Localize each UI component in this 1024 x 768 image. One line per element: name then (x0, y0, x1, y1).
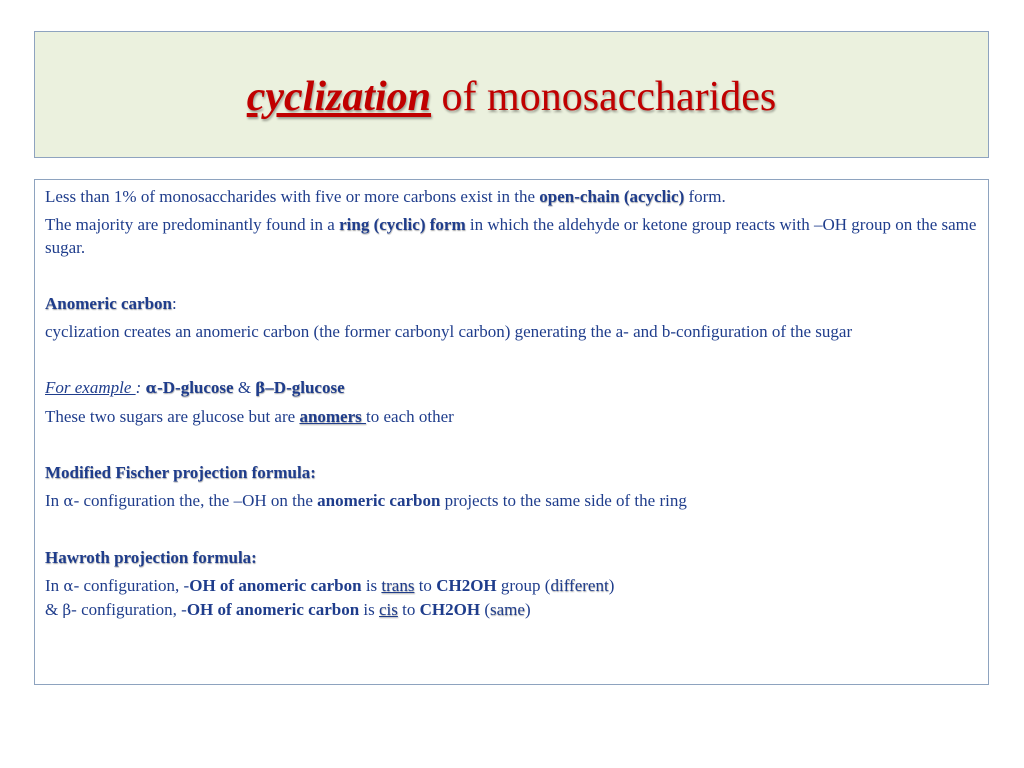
haworth-alpha-line (45, 574, 978, 598)
anomeric-carbon-term: anomeric carbon (317, 491, 441, 510)
fischer-post: projects to the same side of the ring (440, 491, 687, 510)
title-rest: of monosaccharides (431, 73, 777, 120)
trans-term: trans (381, 576, 415, 595)
intro2-text-end: in which the aldehyde or ketone group reacts with –OH group on the same sugar. (45, 215, 977, 257)
anomeric-heading (45, 292, 978, 315)
anomers-term: anomers (299, 407, 367, 426)
haworth-l1-group: group ( (496, 576, 551, 595)
oh-anomeric-term: OH of anomeric carbon (186, 600, 360, 619)
intro2-text: The majority are predominantly found in a (45, 215, 340, 234)
anomeric-heading-text: Anomeric carbon (45, 294, 173, 313)
haworth-l2-close: ) (524, 600, 531, 619)
fischer-pre: In (45, 491, 64, 510)
alpha-symbol: α (63, 577, 74, 595)
fischer-mid: - configuration the, the –OH on the (73, 491, 318, 510)
haworth-l1-config: - configuration, - (73, 576, 190, 595)
fischer-heading (45, 461, 978, 484)
haworth-heading (45, 546, 978, 569)
title-keyword: cyclization (246, 73, 432, 120)
beta-glucose-text: –D-glucose (265, 378, 345, 397)
ring-form-term: ring (cyclic) form (339, 215, 470, 234)
haworth-beta-line (45, 598, 978, 622)
haworth-l2-open: ( (480, 600, 490, 619)
anomeric-text: cyclization creates an anomeric carbon (the former carbonyl carbon) generating the a- and b-configuration of the sugar (45, 322, 853, 341)
example-label: For example (45, 378, 136, 397)
beta-glucose (255, 378, 344, 397)
alpha-symbol: α (145, 379, 158, 397)
content-box (34, 179, 989, 685)
alpha-glucose-text: -D-glucose (157, 378, 234, 397)
anomers-line (45, 405, 978, 428)
cis-term: cis (379, 600, 398, 619)
fischer-line (45, 489, 978, 513)
ch2oh-term: CH2OH (419, 600, 481, 619)
anomeric-colon: : (172, 294, 177, 313)
haworth-l2-is: is (359, 600, 379, 619)
haworth-l1-is: is (361, 576, 382, 595)
haworth-l1-close: ) (608, 576, 615, 595)
oh-anomeric-term: OH of anomeric carbon (189, 576, 362, 595)
haworth-l1-to: to (414, 576, 437, 595)
slide-title (247, 73, 777, 121)
intro-line-2 (45, 213, 978, 259)
haworth-l1-pre: In (45, 576, 64, 595)
open-chain-term: open-chain (acyclic) (539, 187, 685, 206)
different-term: different (550, 576, 609, 595)
intro-text-end: form. (684, 187, 726, 206)
haworth-heading-text: Hawroth projection formula: (45, 548, 257, 567)
intro-line-1 (45, 185, 978, 208)
anomers-line-end: to each other (366, 407, 454, 426)
beta-symbol: β (62, 601, 72, 619)
haworth-l2-config: - configuration, - (71, 600, 187, 619)
example-colon: : (135, 378, 146, 397)
alpha-glucose (146, 378, 234, 397)
example-line (45, 376, 978, 400)
anomers-line-text: These two sugars are glucose but are (45, 407, 300, 426)
beta-symbol: β (255, 379, 266, 397)
haworth-l2-pre: & (45, 600, 63, 619)
ch2oh-term: CH2OH (436, 576, 497, 595)
intro-text: Less than 1% of monosaccharides with five or more carbons exist in the (45, 187, 540, 206)
fischer-heading-text: Modified Fischer projection formula: (45, 463, 316, 482)
alpha-symbol: α (63, 492, 74, 510)
haworth-l2-to: to (397, 600, 420, 619)
title-box (34, 31, 989, 158)
same-term: same (490, 600, 525, 619)
ampersand: & (233, 378, 256, 397)
